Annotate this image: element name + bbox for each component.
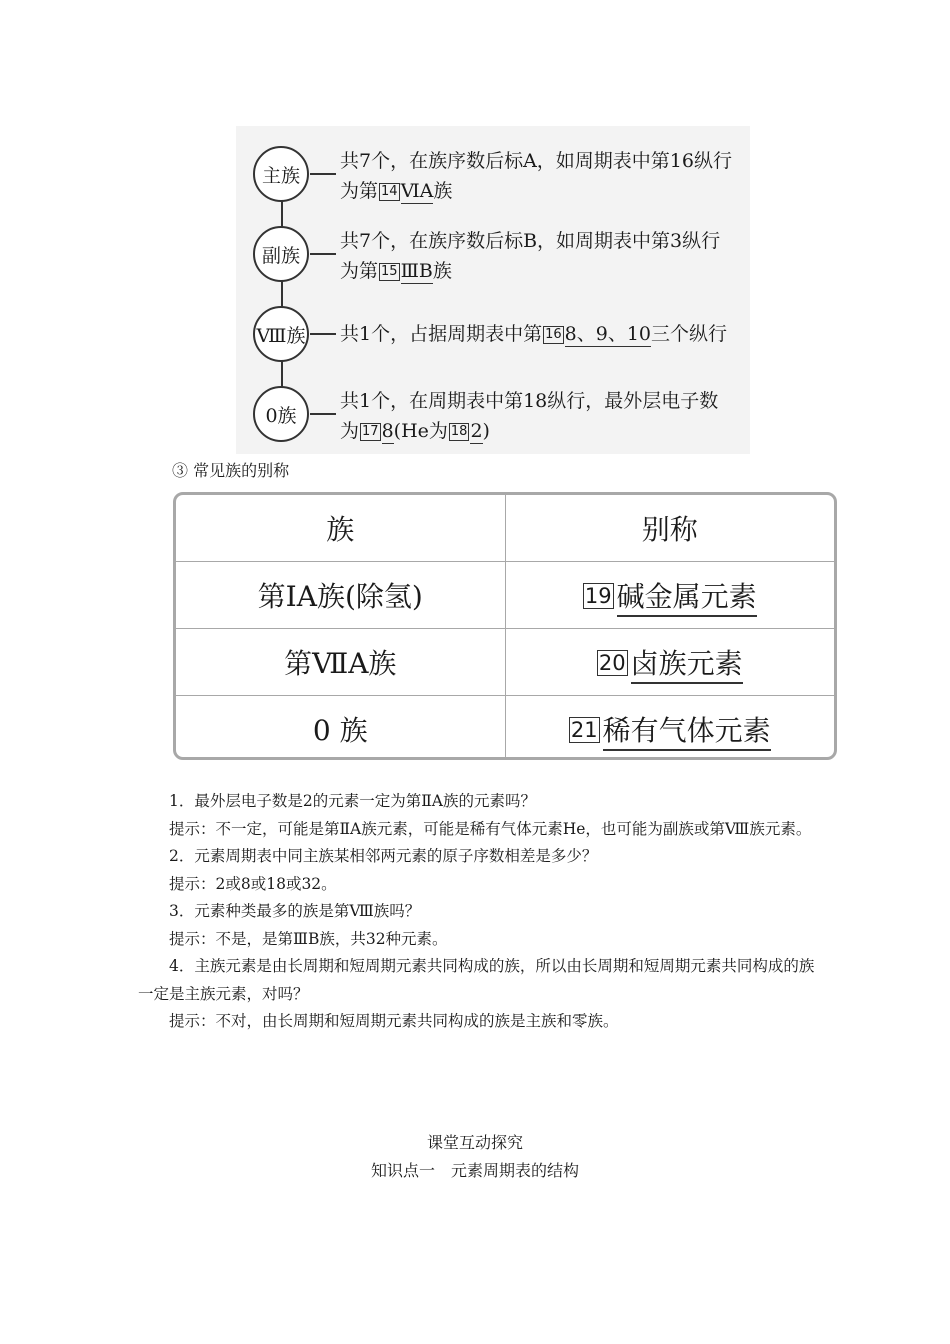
section-title: 课堂互动探究	[426, 1133, 523, 1152]
answer: 8	[381, 420, 394, 442]
desc-line	[340, 176, 750, 206]
text: )	[482, 420, 490, 442]
main-group-row	[236, 146, 750, 206]
question-answer-section	[138, 788, 818, 1036]
answer: 8、9、10	[564, 323, 651, 345]
group-classification-diagram	[236, 126, 750, 454]
family-cell: 第ⅦA族	[176, 629, 505, 696]
branch-line	[310, 253, 336, 255]
blank-number: 18	[450, 424, 468, 439]
branch-line	[310, 413, 336, 415]
blank-number: 16	[545, 327, 562, 342]
table-caption: ③ 常见族的别称	[172, 461, 290, 480]
hint: 提示：不一定，可能是第ⅡA族元素，可能是稀有气体元素He，也可能为副族或第Ⅷ族元素。	[169, 819, 812, 838]
family-cell: 0 族	[176, 696, 505, 761]
text: 为第	[340, 180, 379, 202]
header-alias: 别称	[505, 495, 834, 562]
question: 4．主族元素是由长周期和短周期元素共同构成的族，所以由长周期和短周期元素共同构成的族一定是主族元素，对吗？	[138, 957, 815, 1003]
text: 为	[340, 420, 360, 442]
table-row	[176, 629, 834, 696]
alias-cell	[505, 696, 834, 761]
text: (He为	[393, 420, 448, 442]
alias-cell	[505, 629, 834, 696]
header-family: 族	[176, 495, 505, 562]
answer: ⅢB	[400, 260, 433, 282]
sub-group-row	[236, 226, 750, 286]
main-group-node: 主族	[253, 146, 309, 202]
text: 族	[432, 260, 452, 282]
hint: 提示：不对，由长周期和短周期元素共同构成的族是主族和零族。	[169, 1012, 619, 1030]
blank-number: 15	[381, 264, 398, 279]
alias-cell	[505, 562, 834, 629]
group-viii-desc	[340, 319, 750, 349]
question: 3．元素种类最多的族是第Ⅷ族吗？	[169, 902, 421, 920]
hint: 提示：不是，是第ⅢB族，共32种元素。	[169, 929, 448, 948]
question: 2．元素周期表中同主族某相邻两元素的原子序数相差是多少？	[169, 847, 598, 865]
branch-line	[310, 173, 336, 175]
answer: ⅥA	[400, 180, 434, 202]
zero-group-row	[236, 386, 750, 446]
desc-line: 共7个，在族序数后标A，如周期表中第16纵行	[340, 150, 732, 172]
desc-line	[340, 416, 750, 446]
answer: 碱金属元素	[617, 580, 757, 617]
text: 共1个，占据周期表中第	[340, 323, 543, 345]
branch-line	[310, 333, 336, 335]
text: 为第	[340, 260, 379, 282]
table-row	[176, 696, 834, 761]
question: 1．最外层电子数是2的元素一定为第ⅡA族的元素吗？	[169, 792, 536, 810]
sub-group-desc	[340, 226, 750, 286]
blank-number: 21	[570, 718, 598, 742]
main-group-desc	[340, 146, 750, 206]
desc-line	[340, 256, 750, 286]
section-subtitle: 知识点一 元素周期表的结构	[370, 1161, 579, 1180]
zero-group-node: 0族	[253, 386, 309, 442]
desc-line: 共1个，在周期表中第18纵行，最外层电子数	[340, 390, 719, 412]
alias-table	[173, 492, 837, 760]
sub-group-node: 副族	[253, 226, 309, 282]
text: 三个纵行	[651, 323, 728, 345]
answer: 卤族元素	[631, 647, 743, 684]
blank-number: 20	[598, 651, 626, 675]
family-cell: 第ⅠA族(除氢)	[176, 562, 505, 629]
answer: 稀有气体元素	[603, 714, 771, 751]
blank-number: 19	[584, 584, 612, 608]
answer: 2	[470, 420, 483, 442]
zero-group-desc	[340, 386, 750, 446]
group-viii-node: Ⅷ族	[253, 306, 309, 362]
hint: 提示：2或8或18或32。	[169, 874, 337, 893]
group-viii-row	[236, 306, 750, 366]
table-header-row	[176, 495, 834, 562]
table-row	[176, 562, 834, 629]
blank-number: 14	[381, 184, 398, 199]
text: 族	[433, 180, 453, 202]
desc-line: 共7个，在族序数后标B，如周期表中第3纵行	[340, 230, 721, 252]
blank-number: 17	[362, 424, 379, 439]
